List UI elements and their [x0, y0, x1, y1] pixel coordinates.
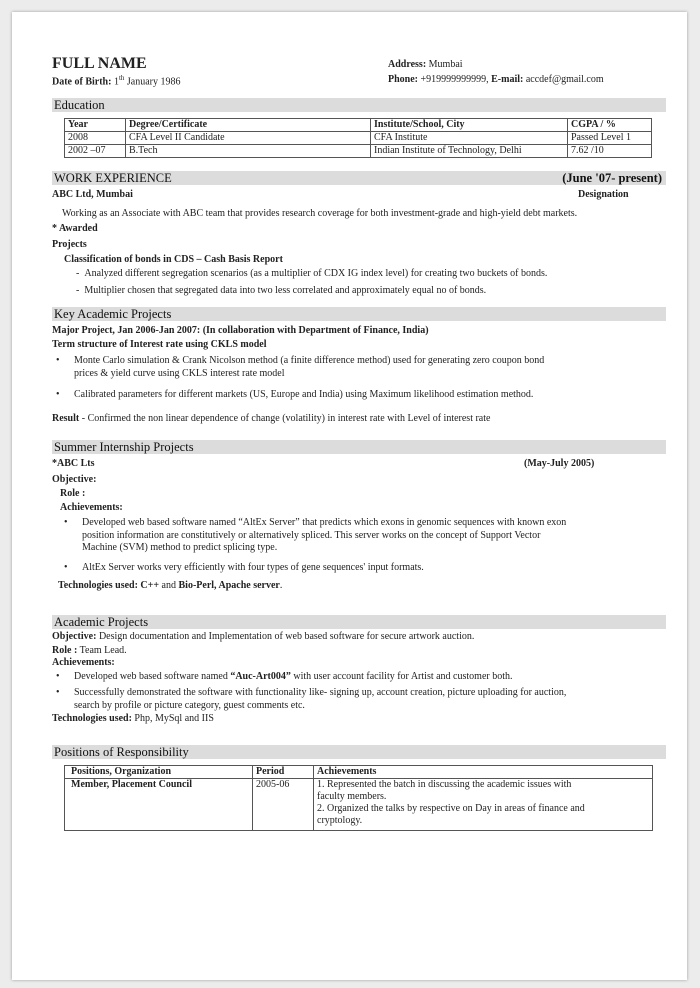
academic-objective: [52, 631, 474, 642]
work-title: WORK EXPERIENCE: [54, 171, 172, 185]
academic-projects-heading: Academic Projects: [52, 615, 666, 629]
work-designation: Designation: [578, 189, 629, 200]
result-text: - Confirmed the non linear dependence of change (volatility) in interest rate with Level of interest rate: [79, 413, 491, 424]
date-of-birth: [52, 74, 181, 87]
internship-period: (May-July 2005): [524, 458, 595, 469]
internship-company: *ABC Lts: [52, 458, 95, 469]
cell-year: 2008: [65, 132, 126, 145]
objective-label: Objective:: [52, 631, 97, 642]
col-position: Positions, Organization: [65, 766, 253, 779]
dob-label: Date of Birth:: [52, 76, 112, 88]
bullet-icon: •: [64, 562, 68, 573]
email-label: E-mail:: [491, 74, 524, 85]
bullet-icon: •: [56, 355, 60, 366]
email-value: accdef@gmail.com: [525, 74, 604, 85]
education-heading: Education: [52, 98, 666, 112]
work-company: ABC Ltd, Mumbai: [52, 189, 133, 200]
address: [388, 59, 463, 70]
list-item: [74, 671, 513, 682]
table-row: [65, 145, 652, 158]
bullet-icon: •: [56, 389, 60, 400]
list-line: Machine (SVM) method to predict splicing type.: [82, 542, 278, 553]
tech-value: Php, MySql and IIS: [134, 713, 214, 724]
list-item: - Multiplier chosen that segregated data into two less correlated and approximately equal no of bonds.: [76, 285, 487, 296]
key-projects-heading: Key Academic Projects: [52, 307, 666, 321]
address-label: Address:: [388, 59, 427, 70]
achievement-line: 1. Represented the batch in discussing the academic issues with: [317, 779, 572, 790]
cell-year: 2002 –07: [65, 145, 126, 158]
academic-technologies: [52, 713, 214, 724]
col-period: Period: [253, 766, 314, 779]
phone-label: Phone:: [388, 74, 418, 85]
result-line: [52, 413, 490, 424]
dob-suffix: th: [118, 74, 125, 82]
dob-rest: January 1986: [126, 76, 181, 88]
objective-text: Design documentation and Implementation of web based software for secure artwork auction.: [98, 631, 475, 642]
major-project: Major Project, Jan 2006-Jan 2007: (In collaboration with Department of Finance, India): [52, 325, 429, 336]
internship-objective: Objective:: [52, 474, 97, 485]
cell-position: Member, Placement Council: [65, 779, 253, 831]
achievement-line: cryptology.: [317, 815, 363, 826]
list-text: Developed web based software named: [74, 671, 231, 682]
projects-label: Projects: [52, 239, 87, 250]
tech-end: .: [279, 580, 283, 591]
tech-label: Technologies used:: [52, 713, 132, 724]
list-item: [74, 355, 649, 380]
positions-table: [64, 765, 653, 831]
list-line: Monte Carlo simulation & Crank Nicolson method (a finite difference method) used for generating zero coupon bond: [74, 355, 545, 366]
contact-line: [388, 74, 604, 85]
tech-connector: and: [159, 580, 179, 591]
education-table: [64, 118, 652, 158]
table-row: [65, 132, 652, 145]
internship-role: Role :: [60, 488, 86, 499]
cell-cgpa: Passed Level 1: [568, 132, 652, 145]
academic-role: [52, 645, 127, 656]
cell-institute: Indian Institute of Technology, Delhi: [371, 145, 568, 158]
bullet-icon: •: [64, 517, 68, 528]
address-value: Mumbai: [428, 59, 463, 70]
work-period: (June '07- present): [562, 171, 662, 185]
work-awarded: * Awarded: [52, 223, 98, 234]
result-label: Result: [52, 413, 80, 424]
cell-degree: B.Tech: [126, 145, 371, 158]
list-item: [82, 517, 652, 555]
internship-heading: Summer Internship Projects: [52, 440, 666, 454]
positions-header-row: [65, 766, 653, 779]
cell-cgpa: 7.62 /10: [568, 145, 652, 158]
list-line: position information are constitutively or alternatively spliced. This server works on the concept of Support Vector: [82, 529, 541, 541]
col-achievements: Achievements: [314, 766, 653, 779]
term-structure: Term structure of Interest rate using CKLS model: [52, 339, 267, 350]
resume-page: [12, 12, 687, 980]
internship-achievements: Achievements:: [60, 502, 123, 513]
software-name: “Auc-Art004”: [230, 671, 291, 682]
col-year: Year: [65, 119, 126, 132]
table-row: [65, 779, 653, 831]
col-cgpa: CGPA / %: [568, 119, 652, 132]
cell-institute: CFA Institute: [371, 132, 568, 145]
tech-value: Bio-Perl, Apache server: [178, 580, 280, 591]
role-label: Role :: [52, 645, 78, 656]
project-title: Classification of bonds in CDS – Cash Basis Report: [64, 254, 283, 265]
achievement-line: 2. Organized the talks by respective on Day in areas of finance and: [317, 803, 585, 814]
full-name: FULL NAME: [52, 55, 147, 72]
internship-technologies: [58, 580, 282, 591]
list-line: Successfully demonstrated the software with functionality like- signing up, account creation, picture uploading for auction,: [74, 687, 567, 698]
list-line: Developed web based software named “AltEx Server” that predicts which exons in genomic sequences with known exon: [82, 517, 567, 528]
dob-day: 1: [113, 76, 119, 88]
work-experience-heading: [52, 171, 666, 185]
work-bullet-text: Analyzed different segregation scenarios (as a multiplier of CDX IG index level) for creating two buckets of bonds.: [84, 268, 548, 279]
positions-heading: Positions of Responsibility: [52, 745, 666, 759]
list-line: search by profile or picture category, guest comments etc.: [74, 699, 305, 711]
cell-degree: CFA Level II Candidate: [126, 132, 371, 145]
work-bullet-text: Multiplier chosen that segregated data into two less correlated and approximately equal no of bonds.: [84, 285, 487, 296]
bullet-icon: •: [56, 671, 60, 682]
tech-label: Technologies used:: [58, 580, 138, 591]
achievement-line: faculty members.: [317, 791, 387, 802]
list-item: [74, 687, 664, 712]
cell-period: 2005-06: [253, 779, 314, 831]
education-header-row: [65, 119, 652, 132]
work-summary: Working as an Associate with ABC team that provides research coverage for both investment-grade and high-yield debt markets.: [62, 208, 578, 219]
tech-value: C++: [140, 580, 160, 591]
list-item: AltEx Server works very efficiently with four types of gene sequences' input formats.: [82, 562, 424, 573]
list-text: with user account facility for Artist and customer both.: [290, 671, 513, 682]
list-item: - Analyzed different segregation scenarios (as a multiplier of CDX IG index level) for creating two buckets of bonds.: [76, 268, 548, 279]
list-line: prices & yield curve using CKLS interest rate model: [74, 367, 285, 379]
list-item: Calibrated parameters for different markets (US, Europe and India) using Maximum likelihood estimation method.: [74, 389, 534, 400]
phone-value: +919999999999,: [420, 74, 489, 85]
col-institute: Institute/School, City: [371, 119, 568, 132]
academic-achievements: Achievements:: [52, 657, 115, 668]
col-degree: Degree/Certificate: [126, 119, 371, 132]
bullet-icon: •: [56, 687, 60, 698]
cell-achievements: [314, 779, 653, 831]
role-text: Team Lead.: [79, 645, 127, 656]
